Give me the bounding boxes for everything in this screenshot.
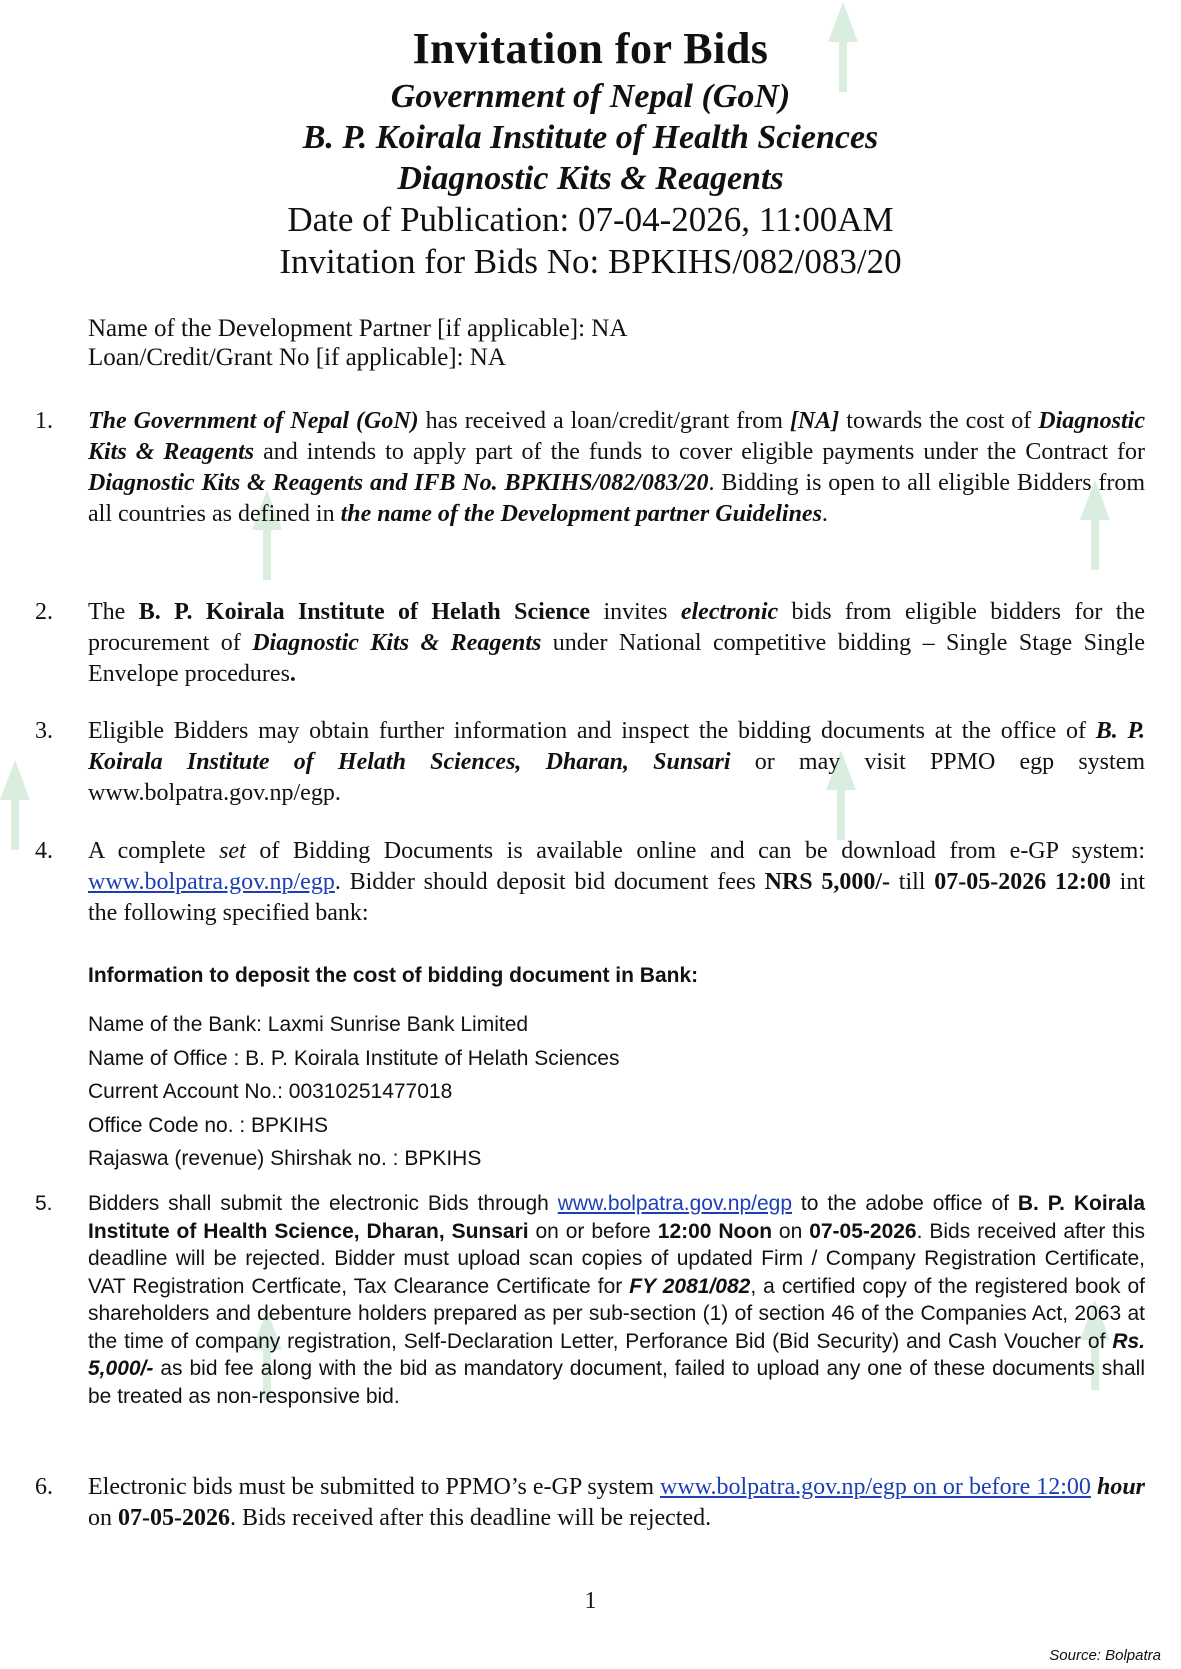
clause-text: invites [590,599,681,625]
watermark-arrow-icon [0,760,30,850]
page-number: 1 [584,1588,597,1614]
procurement-subject: Diagnostic Kits & Reagents [397,160,784,197]
clause-text: 12:00 Noon [657,1219,773,1243]
clause-6 [35,1472,1146,1534]
clause-text: B. P. Koirala Institute of Helath Sciences, Dharan, Sunsari [88,718,1146,775]
clause-text: Diagnostic Kits & Reagents [252,630,542,656]
clause-2 [35,597,1146,690]
clause-5 [35,1190,1146,1410]
ifb-number: Invitation for Bids No: BPKIHS/082/083/20 [279,242,902,281]
clause-text: of Bidding Documents is available online and can be download from e-GP system: [245,838,1145,864]
clause-text: FY 2081/082 [629,1274,751,1298]
government-name: Government of Nepal (GoN) [390,78,791,115]
clause-number: 6. [35,1474,53,1500]
clause-text: the name of the Development partner Guidelines [340,501,822,527]
clause-text: Diagnostic Kits & Reagents and IFB No. BPKIHS/082/083/20 [88,470,709,496]
clause-text: . Bidder should deposit bid document fees [334,869,765,895]
clause-4 [35,836,1145,929]
clause-text: , a certified copy of the registered book of shareholders and debenture holders prepared as per sub-section (1) of section 46 of the Companies Act, 2063 at the time of company registration, Self-Declaration Letter, Perforance Bid (Bid Security) and Cash Voucher of [88,1274,1145,1353]
publication-date: Date of Publication: 07-04-2026, 11:00AM [287,200,894,239]
clause-number: 2. [35,599,53,625]
clause-text: or may visit PPMO egp system www.bolpatra.gov.np/egp. [88,749,1146,806]
bolpatra-link[interactable]: www.bolpatra.gov.np/egp [557,1192,792,1215]
clause-text: The Government of Nepal (GoN) [88,408,419,434]
clause-text: hour [1096,1474,1146,1500]
clause-number: 3. [35,718,53,744]
clause-text: NRS 5,000/- [764,869,891,895]
clause-text: Diagnostic Kits & Reagents [88,408,1145,465]
clause-text: electronic [680,599,779,625]
clause-text: 07-05-2026 12:00 [934,869,1111,895]
clause-text: on [88,1505,118,1531]
meta-info [88,314,627,372]
clause-text: int the following specified bank: [88,869,1145,926]
clause-text: B. P. Koirala Institute of Health Science, Dharan, Sunsari [88,1192,1146,1243]
clause-text: . [821,501,828,527]
clause-text: 07-05-2026 [809,1219,917,1243]
source-caption: Source: Bolpatra [1049,1647,1161,1664]
clause-text: The [88,599,139,625]
bank-info-line: Rajaswa (revenue) Shirshak no. : BPKIHS [88,1147,482,1170]
clause-text: B. P. Koirala Institute of Helath Science [138,599,591,625]
clause-text: Bidders shall submit the electronic Bids through [88,1192,558,1215]
clause-text: till [890,869,935,895]
bank-info-line: Office Code no. : BPKIHS [88,1113,329,1137]
clause-1 [35,406,1146,530]
clause-text: Rs. 5,000/- [88,1329,1145,1380]
clause-text: as bid fee along with the bid as mandatory document, failed to upload any one of these documents shall be treated as non-responsive bid. [88,1357,1145,1408]
clause-number: 5. [35,1192,53,1215]
bank-info-line: Name of the Bank: Laxmi Sunrise Bank Limited [88,1013,529,1036]
clause-text: [NA] [789,408,840,434]
clause-text: bids from eligible bidders for the procurement of [88,599,1146,656]
clause-text: set [219,838,246,864]
clause-text: . Bidding is open to all eligible Bidders from all countries as defined in [88,470,1145,527]
loan-number-line: Loan/Credit/Grant No [if applicable]: NA [88,344,506,371]
bank-info-heading: Information to deposit the cost of bidding document in Bank: [88,964,699,987]
clause-text: has received a loan/credit/grant from [418,408,790,434]
clause-text: under National competitive bidding – Single Stage Single Envelope procedures [88,630,1145,687]
clause-text: . Bids received after this deadline will be rejected. [229,1505,712,1531]
bolpatra-link[interactable]: www.bolpatra.gov.np/egp on or before 12:00 [660,1474,1091,1500]
clause-number: 4. [35,838,53,864]
clause-text: towards the cost of [839,408,1039,434]
bank-info-line: Current Account No.: 00310251477018 [88,1080,453,1103]
clause-text: on [772,1219,810,1243]
dev-partner-line: Name of the Development Partner [if applicable]: NA [88,315,628,342]
institute-name: B. P. Koirala Institute of Health Sciences [302,119,879,156]
bank-info-line: Name of Office : B. P. Koirala Institute of Helath Sciences [88,1046,620,1070]
clause-text: . Bids received after this deadline will be rejected. Bidder must upload scan copies of updated Firm / Company Registration Certificate, VAT Registration Certficate, Tax Clearance Certificate for [88,1219,1145,1298]
clause-text: 07-05-2026 [118,1505,230,1531]
clause-3 [35,716,1146,809]
document-title: Invitation for Bids [412,24,769,73]
clause-number: 1. [35,408,53,434]
bank-info-list [88,1008,620,1176]
clause-text: to the adobe office of [792,1192,1018,1215]
document-header [0,22,1181,283]
clause-text: Electronic bids must be submitted to PPMO’s e-GP system [88,1474,661,1500]
clause-text: Eligible Bidders may obtain further information and inspect the bidding documents at the office of [88,718,1096,744]
clause-text: on or before [528,1219,658,1243]
clause-text: A complete [88,838,220,864]
clause-text: . [289,661,296,687]
bolpatra-link[interactable]: www.bolpatra.gov.np/egp [88,869,335,895]
clause-text: and intends to apply part of the funds to cover eligible payments under the Contract for [254,439,1146,465]
